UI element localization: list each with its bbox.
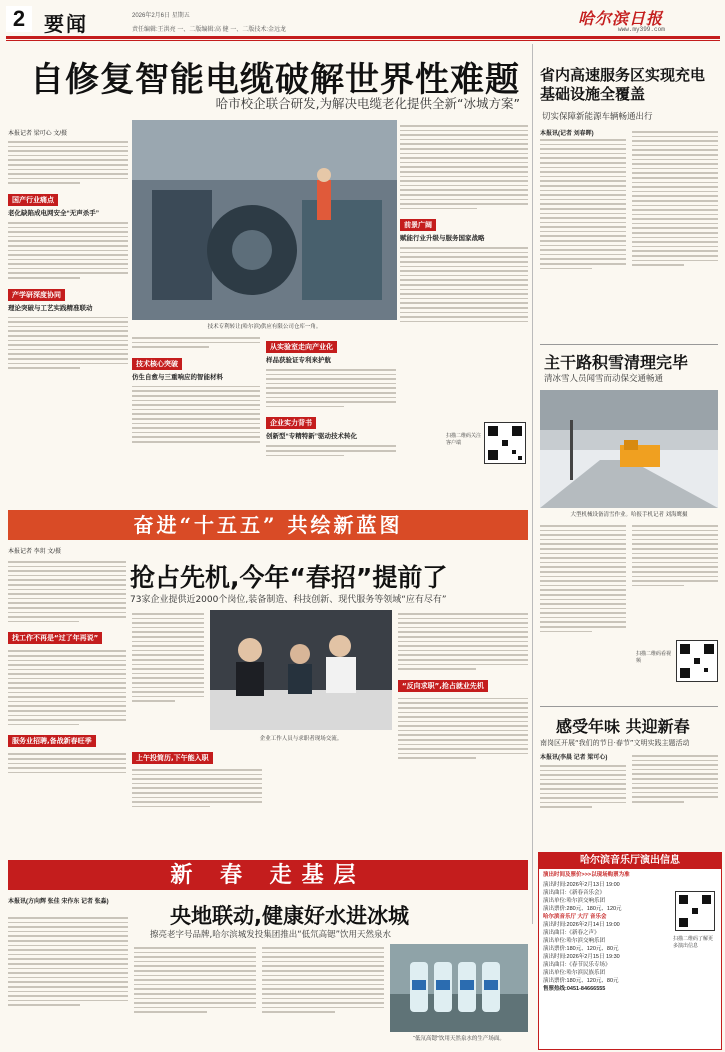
schedule-row: 哈尔滨音乐厅 大厅 音乐会 xyxy=(543,914,607,920)
section-title: 要闻 xyxy=(44,12,88,36)
jobs-subhead-1: 找工作不再是“过了年再说” xyxy=(8,632,102,644)
theme-banner-1: 奋进“十五五” 共绘新蓝图 xyxy=(8,510,528,540)
newspaper-logo: 哈尔滨日报 xyxy=(578,9,664,28)
right-top-body xyxy=(540,136,626,336)
culture-headline: 感受年味 共迎新春 xyxy=(556,717,690,736)
jobs-subhead-3: 上午投简历,下午能入职 xyxy=(132,752,213,764)
header-rule xyxy=(6,36,720,39)
lead-subhead-6: 仿生自愈与三重响应的智能材料 xyxy=(132,373,223,381)
schedule-qr-caption: 扫描二维码了解更多演出信息 xyxy=(673,936,714,949)
schedule-row: 售票热线:0451-84666555 xyxy=(543,986,606,992)
culture-subhead: 南岗区开展“我们的节日·春节”文明实践主题活动 xyxy=(540,739,690,747)
right-mid-caption: 大型机械设备清雪作业。哈报手机记者 刘海鹰摄 xyxy=(570,512,688,518)
schedule-row: 演出时间:2026年2月13日 19:00 xyxy=(543,882,620,888)
right-mid-headline: 主干路积雪清理完毕 xyxy=(544,353,689,372)
schedule-title: 哈尔滨音乐厅演出信息 xyxy=(539,853,721,869)
schedule-row: 演出单位:哈尔滨民族乐团 xyxy=(543,970,606,976)
lead-subhead-7: 从实验室走向产业化 xyxy=(266,341,337,353)
lead-byline: 本报记者 梁可心 文/摄 xyxy=(8,131,68,137)
water-photo-caption: “低氘高锶”饮用天然泉水的生产场面。 xyxy=(413,1036,505,1042)
jobs-col-4 xyxy=(398,610,528,860)
water-photo xyxy=(390,944,528,1032)
theme-banner-2: 新 春 走基层 xyxy=(8,860,528,890)
jobs-photo-caption: 企业工作人员与求职者现场交流。 xyxy=(259,736,343,742)
page-number: 2 xyxy=(6,6,32,32)
schedule-row: 演出时间:2026年2月14日 19:00 xyxy=(543,922,620,928)
schedule-box xyxy=(538,852,722,1050)
schedule-row: 演出时间:2026年2月15日 19:30 xyxy=(543,954,620,960)
lead-col-3 xyxy=(266,334,396,500)
lead-col-2 xyxy=(132,334,260,500)
jobs-photo xyxy=(210,610,392,730)
header-rule-thin xyxy=(6,40,720,41)
culture-rule xyxy=(540,706,718,707)
schedule-row: 演出票价:180元、120元、80元 xyxy=(543,978,619,984)
schedule-row: 演出曲目:《新春之声》 xyxy=(543,930,600,936)
water-col-3 xyxy=(262,944,384,1044)
culture-body-2 xyxy=(632,752,718,842)
qr-caption-right: 扫描二维码看视频 xyxy=(636,651,672,664)
jobs-headline: 抢占先机,今年“春招”提前了 xyxy=(130,563,448,592)
water-col-1 xyxy=(8,914,128,1044)
right-top-headline: 省内高速服务区实现充电基础设施全覆盖 xyxy=(540,66,706,103)
lead-subhead-8: 样品获验证专利来护航 xyxy=(266,357,331,364)
jobs-subhead-2: 服务业招聘,备战新春旺季 xyxy=(8,735,96,747)
schedule-header: 演出时间及票价>>>以现场购票为准 xyxy=(543,872,630,878)
jobs-col-3 xyxy=(132,745,262,855)
schedule-qr-code[interactable] xyxy=(675,891,715,931)
schedule-row: 演出曲目:《新春音乐会》 xyxy=(543,890,606,896)
schedule-row: 演出单位:哈尔滨交响乐团 xyxy=(543,938,606,944)
schedule-row: 演出曲目:《春节民乐专场》 xyxy=(543,962,611,968)
lead-subhead: 哈市校企联合研发,为解决电缆老化提供全新“冰城方案” xyxy=(215,96,520,111)
right-top-byline: 本报讯(记者 刘春晖) xyxy=(540,131,594,137)
lead-subhead-9: 企业实力背书 xyxy=(266,417,316,429)
right-top-body-2 xyxy=(632,128,718,336)
lead-subhead-4: 理论突破与工艺实践精准联动 xyxy=(8,304,93,312)
right-mid-body xyxy=(540,522,626,697)
qr-code-left[interactable] xyxy=(484,422,526,464)
water-col-2 xyxy=(134,944,256,1044)
water-byline: 本报讯(方向辉 张佳 宋作东 记者 张淼) xyxy=(8,899,109,905)
right-mid-photo xyxy=(540,390,718,508)
schedule-row: 演出票价:280元、180元、120元 xyxy=(543,906,622,912)
lead-photo xyxy=(132,120,397,320)
lead-headline: 自修复智能电缆破解世界性难题 xyxy=(30,60,520,100)
right-mid-rule xyxy=(540,344,718,345)
lead-subhead-12: 赋能行业升级与服务国家战略 xyxy=(400,235,485,243)
lead-subhead-1: 国产行业痛点 xyxy=(8,194,58,206)
right-top-subhead: 切实保障新能源车辆畅通出行 xyxy=(542,112,653,122)
lead-subhead-11: 前景广阔 xyxy=(400,219,436,231)
editor-credits: 责任编辑:王洪亮 一、二版编辑:高 健 一、二版技术:金远龙 xyxy=(132,27,287,33)
jobs-subhead-4: “反向求职”,抢占就业先机 xyxy=(398,680,488,692)
qr-code-right[interactable] xyxy=(676,640,718,682)
water-subhead: 擦亮老字号品牌,哈尔滨城发投集团推出“低氘高锶”饮用天然泉水 xyxy=(150,930,392,940)
culture-byline: 本报讯(李晨 记者 梁可心) xyxy=(540,755,608,761)
issue-date: 2026年2月6日 星期五 xyxy=(132,13,190,19)
column-divider xyxy=(532,44,533,924)
newspaper-url: www.my399.com xyxy=(618,26,665,33)
water-headline: 央地联动,健康好水进冰城 xyxy=(170,904,409,928)
lead-subhead-10: 创新型“专精特新”驱动技术转化 xyxy=(266,433,357,441)
jobs-subhead: 73家企业提供近2000个岗位,装备制造、科技创新、现代服务等领域“应有尽有” xyxy=(130,595,447,605)
lead-subhead-3: 产学研深度协同 xyxy=(8,289,65,301)
lead-col-1 xyxy=(8,138,128,498)
qr-caption-left: 扫描二维码关注客户端 xyxy=(446,433,482,446)
lead-col-4 xyxy=(400,122,528,500)
right-mid-subhead: 清冰雪人员闻雪而动保交通畅通 xyxy=(544,374,664,384)
right-mid-body-2 xyxy=(632,522,718,632)
culture-body xyxy=(540,762,626,842)
lead-subhead-5: 技术核心突破 xyxy=(132,358,182,370)
schedule-row: 演出票价:180元、120元、80元 xyxy=(543,946,619,952)
jobs-col-1 xyxy=(8,558,126,858)
jobs-byline: 本报记者 李玥 文/摄 xyxy=(8,549,62,555)
jobs-col-2 xyxy=(132,610,204,750)
schedule-row: 演出单位:哈尔滨交响乐团 xyxy=(543,898,606,904)
lead-subhead-2: 老化缺陷成电网安全“无声杀手” xyxy=(8,209,99,217)
lead-photo-caption: 技术专利转让(哈尔滨)供应有限公司仓库一角。 xyxy=(207,324,322,330)
